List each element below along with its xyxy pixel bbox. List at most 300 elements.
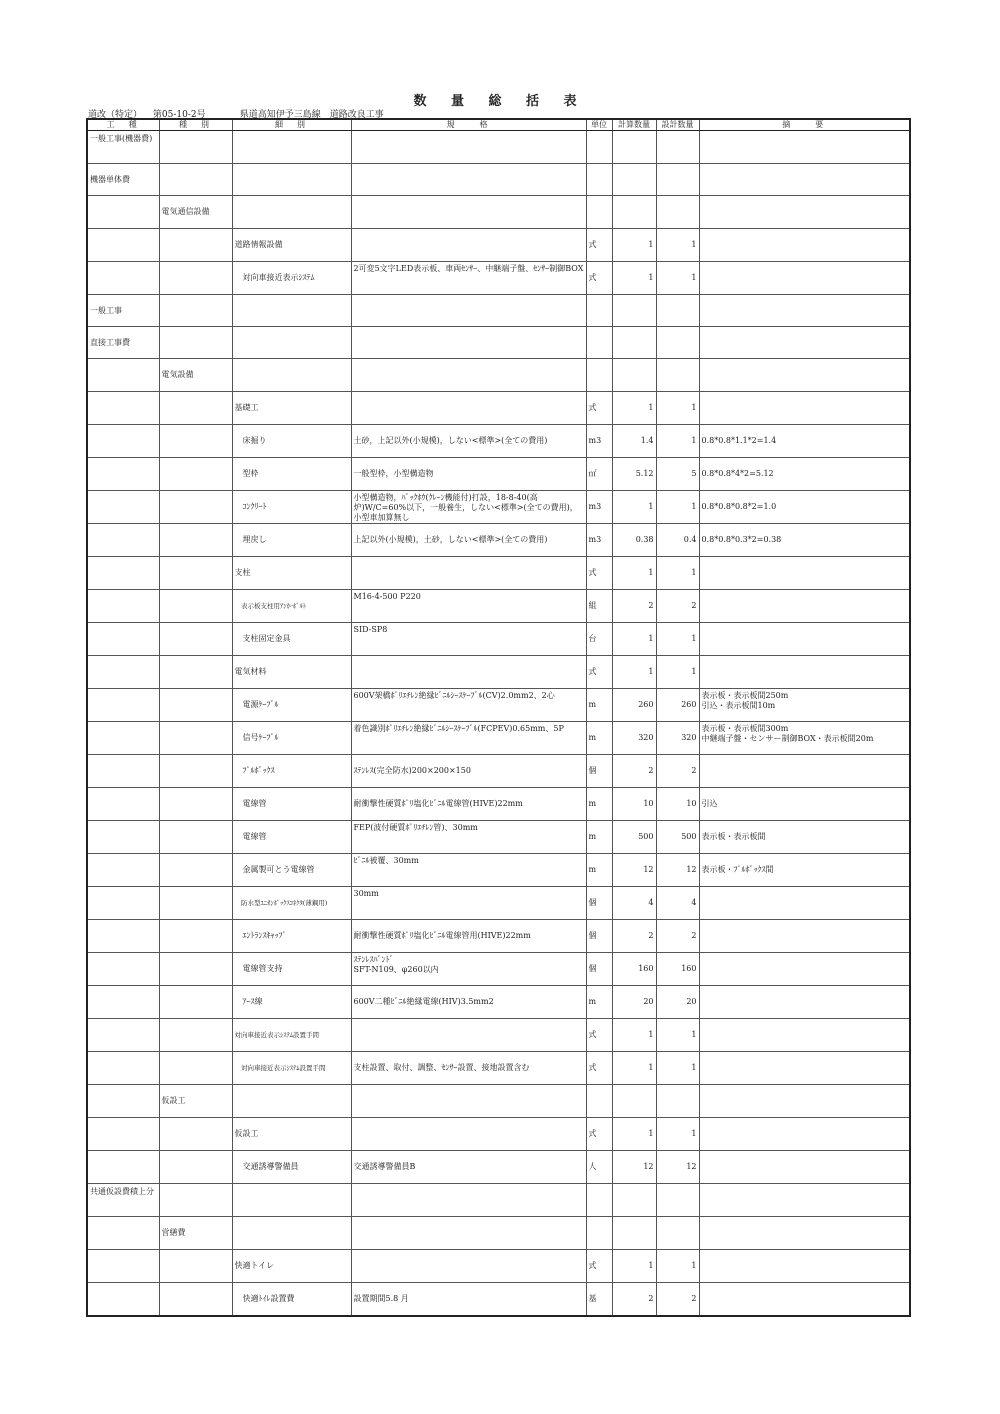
cell-tekiyo (699, 656, 910, 689)
cell-shubetsu (159, 425, 232, 458)
cell-koshu (87, 986, 159, 1019)
cell-tani: 個 (586, 887, 612, 920)
cell-shubetsu (159, 557, 232, 590)
cell-koshu (87, 1283, 159, 1317)
cell-koshu (87, 359, 159, 392)
cell-keisan: 500 (612, 821, 656, 854)
cell-kikaku (351, 1118, 586, 1151)
cell-keisan: 320 (612, 722, 656, 755)
cell-saibetsu: 床掘り (232, 425, 351, 458)
cell-tani: m3 (586, 491, 612, 524)
cell-keisan: 1 (612, 623, 656, 656)
cell-tani (586, 196, 612, 229)
table-row (87, 1151, 910, 1184)
table-row (87, 1019, 910, 1052)
cell-kikaku: 耐衝撃性硬質ﾎﾟﾘ塩化ﾋﾞﾆﾙ電線管用(HIVE)22mm (351, 920, 586, 953)
cell-koshu (87, 656, 159, 689)
cell-shubetsu (159, 1052, 232, 1085)
cell-tani: 式 (586, 656, 612, 689)
cell-keisan: 160 (612, 953, 656, 986)
cell-keisan (612, 327, 656, 359)
cell-tani (586, 1085, 612, 1118)
cell-sekkei (656, 1085, 699, 1118)
cell-shubetsu (159, 887, 232, 920)
cell-sekkei (656, 164, 699, 196)
cell-keisan: 1.4 (612, 425, 656, 458)
cell-keisan (612, 359, 656, 392)
cell-kikaku (351, 131, 586, 164)
cell-tekiyo (699, 392, 910, 425)
cell-shubetsu (159, 1184, 232, 1217)
cell-kikaku (351, 1250, 586, 1283)
cell-koshu (87, 788, 159, 821)
cell-tekiyo (699, 1052, 910, 1085)
cell-tani (586, 164, 612, 196)
table-row (87, 1283, 910, 1317)
cell-sekkei: 1 (656, 491, 699, 524)
table-row (87, 920, 910, 953)
cell-shubetsu (159, 689, 232, 722)
table-row (87, 164, 910, 196)
cell-tekiyo (699, 229, 910, 262)
cell-kikaku (351, 164, 586, 196)
cell-shubetsu (159, 1151, 232, 1184)
cell-shubetsu (159, 1118, 232, 1151)
cell-shubetsu (159, 229, 232, 262)
cell-kikaku (351, 1184, 586, 1217)
cell-koshu (87, 755, 159, 788)
cell-tani: 台 (586, 623, 612, 656)
cell-kikaku (351, 196, 586, 229)
cell-koshu (87, 689, 159, 722)
cell-keisan (612, 295, 656, 327)
cell-kikaku (351, 229, 586, 262)
cell-keisan (612, 1184, 656, 1217)
table-row (87, 295, 910, 327)
cell-kikaku (351, 1019, 586, 1052)
cell-koshu: 一般工事(機器費) (87, 131, 159, 164)
cell-sekkei: 1 (656, 262, 699, 295)
cell-koshu: 機器単体費 (87, 164, 159, 196)
cell-koshu (87, 722, 159, 755)
cell-tani (586, 131, 612, 164)
cell-keisan (612, 131, 656, 164)
cell-shubetsu (159, 1250, 232, 1283)
table-row (87, 887, 910, 920)
cell-kikaku (351, 327, 586, 359)
cell-keisan (612, 1217, 656, 1250)
cell-saibetsu: 支柱固定金具 (232, 623, 351, 656)
cell-koshu (87, 458, 159, 491)
cell-koshu (87, 887, 159, 920)
cell-saibetsu: 道路情報設備 (232, 229, 351, 262)
cell-kikaku: 支柱設置、取付、調整、ｾﾝｻｰ設置、接地設置含む (351, 1052, 586, 1085)
cell-shubetsu (159, 854, 232, 887)
cell-kikaku: FEP(波付硬質ﾎﾟﾘｴﾁﾚﾝ管)、30mm (351, 821, 586, 854)
cell-tekiyo: 表示板・表示板間300m 中継端子盤・センサー制御BOX・表示板間20m (699, 722, 910, 755)
cell-koshu (87, 953, 159, 986)
cell-saibetsu: 金属製可とう電線管 (232, 854, 351, 887)
cell-sekkei (656, 196, 699, 229)
cell-shubetsu (159, 755, 232, 788)
cell-tekiyo (699, 196, 910, 229)
cell-saibetsu: 電線管支持 (232, 953, 351, 986)
cell-shubetsu: 電気設備 (159, 359, 232, 392)
col-header-tani: 単位 (586, 119, 612, 131)
cell-tani: m3 (586, 425, 612, 458)
cell-kikaku: M16-4-500 P220 (351, 590, 586, 623)
cell-saibetsu (232, 359, 351, 392)
cell-tekiyo (699, 920, 910, 953)
cell-keisan: 260 (612, 689, 656, 722)
table-row (87, 788, 910, 821)
cell-koshu (87, 524, 159, 557)
cell-kikaku (351, 295, 586, 327)
table-row (87, 229, 910, 262)
cell-kikaku: 小型構造物，ﾊﾞｯｸﾎｳ(ｸﾚｰﾝ機能付)打設，18-8-40(高炉)W/C=60%以下，一般養生，しない<標準>(全ての費用)，小型車加算無し (351, 491, 586, 524)
cell-keisan: 1 (612, 656, 656, 689)
cell-kikaku (351, 557, 586, 590)
cell-sekkei: 12 (656, 1151, 699, 1184)
cell-tani: 式 (586, 1019, 612, 1052)
cell-keisan (612, 164, 656, 196)
table-row (87, 953, 910, 986)
cell-tekiyo: 表示板・表示板間 (699, 821, 910, 854)
table-row (87, 656, 910, 689)
cell-saibetsu: 快適トイレ (232, 1250, 351, 1283)
cell-sekkei: 0.4 (656, 524, 699, 557)
cell-keisan: 20 (612, 986, 656, 1019)
cell-sekkei: 2 (656, 920, 699, 953)
cell-koshu: 一般工事 (87, 295, 159, 327)
cell-saibetsu (232, 327, 351, 359)
table-row (87, 327, 910, 359)
cell-shubetsu (159, 1019, 232, 1052)
col-header-tekiyo: 摘 要 (699, 119, 910, 131)
cell-koshu (87, 557, 159, 590)
cell-keisan: 1 (612, 392, 656, 425)
cell-keisan: 1 (612, 1118, 656, 1151)
cell-kikaku: 設置期間5.8 月 (351, 1283, 586, 1317)
cell-saibetsu: 快適ﾄｲﾚ設置費 (232, 1283, 351, 1317)
cell-shubetsu (159, 164, 232, 196)
table-row (87, 1217, 910, 1250)
cell-sekkei: 1 (656, 392, 699, 425)
cell-saibetsu: 型枠 (232, 458, 351, 491)
cell-tani: 組 (586, 590, 612, 623)
cell-tani (586, 327, 612, 359)
col-header-kikaku: 規 格 (351, 119, 586, 131)
cell-tani: 式 (586, 557, 612, 590)
cell-kikaku: ｽﾃﾝﾚｽﾊﾞﾝﾄﾞ SFT-N109、φ260以内 (351, 953, 586, 986)
cell-tani: 式 (586, 1118, 612, 1151)
cell-koshu (87, 196, 159, 229)
cell-keisan: 1 (612, 1250, 656, 1283)
cell-tekiyo (699, 1019, 910, 1052)
cell-tani: 人 (586, 1151, 612, 1184)
table-row (87, 1250, 910, 1283)
cell-saibetsu (232, 131, 351, 164)
cell-saibetsu: 対向車接近表示ｼｽﾃﾑ (232, 262, 351, 295)
table-row (87, 722, 910, 755)
cell-sekkei: 1 (656, 1250, 699, 1283)
cell-sekkei: 12 (656, 854, 699, 887)
cell-sekkei (656, 1217, 699, 1250)
cell-saibetsu: ｱｰｽ線 (232, 986, 351, 1019)
cell-saibetsu: 電線管 (232, 821, 351, 854)
table-row (87, 755, 910, 788)
cell-saibetsu: ｴﾝﾄﾗﾝｽｷｬｯﾌﾟ (232, 920, 351, 953)
cell-koshu (87, 920, 159, 953)
cell-sekkei: 500 (656, 821, 699, 854)
cell-kikaku (351, 392, 586, 425)
cell-tani: m (586, 722, 612, 755)
cell-keisan: 2 (612, 920, 656, 953)
cell-koshu (87, 590, 159, 623)
cell-koshu: 直接工事費 (87, 327, 159, 359)
cell-saibetsu: 信号ｹｰﾌﾞﾙ (232, 722, 351, 755)
cell-tekiyo (699, 1085, 910, 1118)
cell-tekiyo (699, 295, 910, 327)
cell-saibetsu: 電気材料 (232, 656, 351, 689)
cell-saibetsu: 対向車接近表示ｼｽﾃﾑ設置手間 (232, 1052, 351, 1085)
table-row (87, 1085, 910, 1118)
cell-keisan: 1 (612, 1052, 656, 1085)
table-row (87, 131, 910, 164)
cell-kikaku (351, 1217, 586, 1250)
cell-tekiyo (699, 131, 910, 164)
cell-koshu (87, 425, 159, 458)
cell-shubetsu: 営繕費 (159, 1217, 232, 1250)
cell-tani: ㎡ (586, 458, 612, 491)
table-row (87, 425, 910, 458)
cell-tani: 式 (586, 262, 612, 295)
cell-saibetsu: 支柱 (232, 557, 351, 590)
cell-saibetsu: 表示板支柱用ｱﾝｶｰﾎﾞﾙﾄ (232, 590, 351, 623)
col-header-shubetsu: 種 別 (159, 119, 232, 131)
cell-shubetsu (159, 295, 232, 327)
col-header-sekkei: 設計数量 (656, 119, 699, 131)
cell-shubetsu (159, 262, 232, 295)
header-project: 県道高知伊予三島線 道路改良工事 (239, 110, 384, 120)
cell-kikaku: 耐衝撃性硬質ﾎﾟﾘ塩化ﾋﾞﾆﾙ電線管(HIVE)22mm (351, 788, 586, 821)
cell-saibetsu: ｺﾝｸﾘｰﾄ (232, 491, 351, 524)
cell-koshu (87, 1151, 159, 1184)
cell-tekiyo: 0.8*0.8*4*2=5.12 (699, 458, 910, 491)
cell-keisan: 1 (612, 557, 656, 590)
cell-saibetsu: 対向車接近表示ｼｽﾃﾑ設置手間 (232, 1019, 351, 1052)
cell-tani (586, 1184, 612, 1217)
cell-sekkei: 2 (656, 755, 699, 788)
cell-saibetsu (232, 196, 351, 229)
cell-kikaku: 2可変5文字LED表示板、車両ｾﾝｻｰ、中継端子盤、ｾﾝｻｰ制御BOX (351, 262, 586, 295)
cell-tani: 基 (586, 1283, 612, 1317)
table-row (87, 392, 910, 425)
table-row (87, 1052, 910, 1085)
cell-tekiyo (699, 164, 910, 196)
header-number: 第05-10-2号 (152, 110, 206, 120)
cell-tekiyo (699, 887, 910, 920)
cell-keisan: 1 (612, 262, 656, 295)
table-row (87, 262, 910, 295)
cell-sekkei: 2 (656, 1283, 699, 1317)
col-header-koshu: 工 種 (87, 119, 159, 131)
cell-kikaku: ﾋﾞﾆﾙ被覆、30mm (351, 854, 586, 887)
cell-sekkei: 160 (656, 953, 699, 986)
page-title: 数 量 総 括 表 (413, 94, 587, 109)
table-row (87, 821, 910, 854)
cell-tekiyo (699, 1184, 910, 1217)
cell-shubetsu (159, 986, 232, 1019)
cell-koshu (87, 1019, 159, 1052)
cell-tani: 個 (586, 920, 612, 953)
cell-koshu (87, 491, 159, 524)
table-row (87, 689, 910, 722)
table-row (87, 986, 910, 1019)
cell-tani (586, 1217, 612, 1250)
cell-kikaku: 一般型枠，小型構造物 (351, 458, 586, 491)
cell-tani (586, 295, 612, 327)
cell-kikaku (351, 656, 586, 689)
cell-koshu: 共通仮設費積上分 (87, 1184, 159, 1217)
cell-shubetsu (159, 623, 232, 656)
cell-keisan: 12 (612, 1151, 656, 1184)
cell-sekkei (656, 1184, 699, 1217)
table-row (87, 359, 910, 392)
cell-tekiyo: 0.8*0.8*1.1*2=1.4 (699, 425, 910, 458)
cell-koshu (87, 821, 159, 854)
cell-tekiyo (699, 1151, 910, 1184)
cell-tani: 個 (586, 755, 612, 788)
cell-saibetsu: 仮設工 (232, 1118, 351, 1151)
cell-saibetsu: ﾌﾟﾙﾎﾞｯｸｽ (232, 755, 351, 788)
cell-saibetsu (232, 1085, 351, 1118)
cell-koshu (87, 262, 159, 295)
cell-tekiyo (699, 623, 910, 656)
cell-keisan (612, 196, 656, 229)
cell-keisan: 2 (612, 1283, 656, 1317)
cell-tekiyo (699, 590, 910, 623)
table-row (87, 623, 910, 656)
cell-kikaku: SID-SP8 (351, 623, 586, 656)
cell-tani: m3 (586, 524, 612, 557)
table-row (87, 491, 910, 524)
cell-keisan: 1 (612, 229, 656, 262)
cell-saibetsu (232, 1217, 351, 1250)
cell-shubetsu (159, 590, 232, 623)
cell-koshu (87, 229, 159, 262)
cell-shubetsu (159, 788, 232, 821)
cell-tekiyo (699, 1250, 910, 1283)
cell-sekkei: 2 (656, 590, 699, 623)
cell-sekkei: 260 (656, 689, 699, 722)
cell-keisan: 4 (612, 887, 656, 920)
cell-keisan: 0.38 (612, 524, 656, 557)
cell-tekiyo (699, 986, 910, 1019)
cell-kikaku: 土砂，上記以外(小規模)，しない<標準>(全ての費用) (351, 425, 586, 458)
cell-shubetsu (159, 953, 232, 986)
cell-koshu (87, 392, 159, 425)
cell-tani: m (586, 788, 612, 821)
cell-sekkei (656, 131, 699, 164)
cell-shubetsu (159, 821, 232, 854)
cell-koshu (87, 1250, 159, 1283)
cell-sekkei (656, 295, 699, 327)
header-code: 道改（特定） (88, 110, 143, 120)
table-row (87, 196, 910, 229)
cell-keisan: 2 (612, 590, 656, 623)
cell-keisan: 12 (612, 854, 656, 887)
cell-tekiyo: 引込 (699, 788, 910, 821)
cell-saibetsu (232, 164, 351, 196)
cell-sekkei: 1 (656, 623, 699, 656)
cell-saibetsu: 交通誘導警備員 (232, 1151, 351, 1184)
cell-sekkei: 20 (656, 986, 699, 1019)
cell-tani: 式 (586, 229, 612, 262)
table-row (87, 590, 910, 623)
cell-kikaku: 上記以外(小規模)，土砂，しない<標準>(全ての費用) (351, 524, 586, 557)
cell-kikaku (351, 359, 586, 392)
cell-tekiyo (699, 755, 910, 788)
cell-sekkei: 4 (656, 887, 699, 920)
cell-koshu (87, 1052, 159, 1085)
cell-tani: m (586, 854, 612, 887)
cell-shubetsu (159, 524, 232, 557)
cell-tekiyo (699, 1118, 910, 1151)
cell-tekiyo (699, 1217, 910, 1250)
table-row (87, 854, 910, 887)
cell-tekiyo (699, 359, 910, 392)
cell-kikaku: ｽﾃﾝﾚｽ(完全防水)200×200×150 (351, 755, 586, 788)
cell-saibetsu: 電源ｹｰﾌﾞﾙ (232, 689, 351, 722)
table-row (87, 458, 910, 491)
cell-kikaku (351, 1085, 586, 1118)
cell-tani: m (586, 689, 612, 722)
cell-tani: m (586, 986, 612, 1019)
cell-tekiyo (699, 1283, 910, 1317)
cell-shubetsu (159, 1283, 232, 1317)
cell-sekkei: 1 (656, 1118, 699, 1151)
cell-saibetsu: 基礎工 (232, 392, 351, 425)
cell-keisan: 2 (612, 755, 656, 788)
cell-tani: 個 (586, 953, 612, 986)
cell-shubetsu (159, 392, 232, 425)
cell-sekkei (656, 359, 699, 392)
cell-tani (586, 359, 612, 392)
cell-shubetsu (159, 491, 232, 524)
cell-keisan: 1 (612, 1019, 656, 1052)
cell-tekiyo: 表示板・表示板間250m 引込・表示板間10m (699, 689, 910, 722)
table-row (87, 1118, 910, 1151)
cell-koshu (87, 1217, 159, 1250)
table-header-row (87, 119, 910, 131)
cell-shubetsu: 仮設工 (159, 1085, 232, 1118)
cell-sekkei: 1 (656, 557, 699, 590)
cell-sekkei: 320 (656, 722, 699, 755)
cell-kikaku: 600V架橋ﾎﾟﾘｴﾁﾚﾝ絶縁ﾋﾞﾆﾙｼｰｽｹｰﾌﾞﾙ(CV)2.0mm2、2心 (351, 689, 586, 722)
cell-koshu (87, 854, 159, 887)
cell-shubetsu (159, 131, 232, 164)
cell-tekiyo: 0.8*0.8*0.3*2=0.38 (699, 524, 910, 557)
cell-tani: m (586, 821, 612, 854)
cell-keisan: 1 (612, 491, 656, 524)
cell-kikaku: 交通誘導警備員B (351, 1151, 586, 1184)
cell-shubetsu (159, 920, 232, 953)
cell-koshu (87, 1118, 159, 1151)
cell-saibetsu: 防水型ﾕﾆｵﾝﾎﾞｯｸｽｺﾈｸﾀ(薄鋼用) (232, 887, 351, 920)
cell-kikaku: 600V二種ﾋﾞﾆﾙ絶縁電線(HIV)3.5mm2 (351, 986, 586, 1019)
table-row (87, 557, 910, 590)
